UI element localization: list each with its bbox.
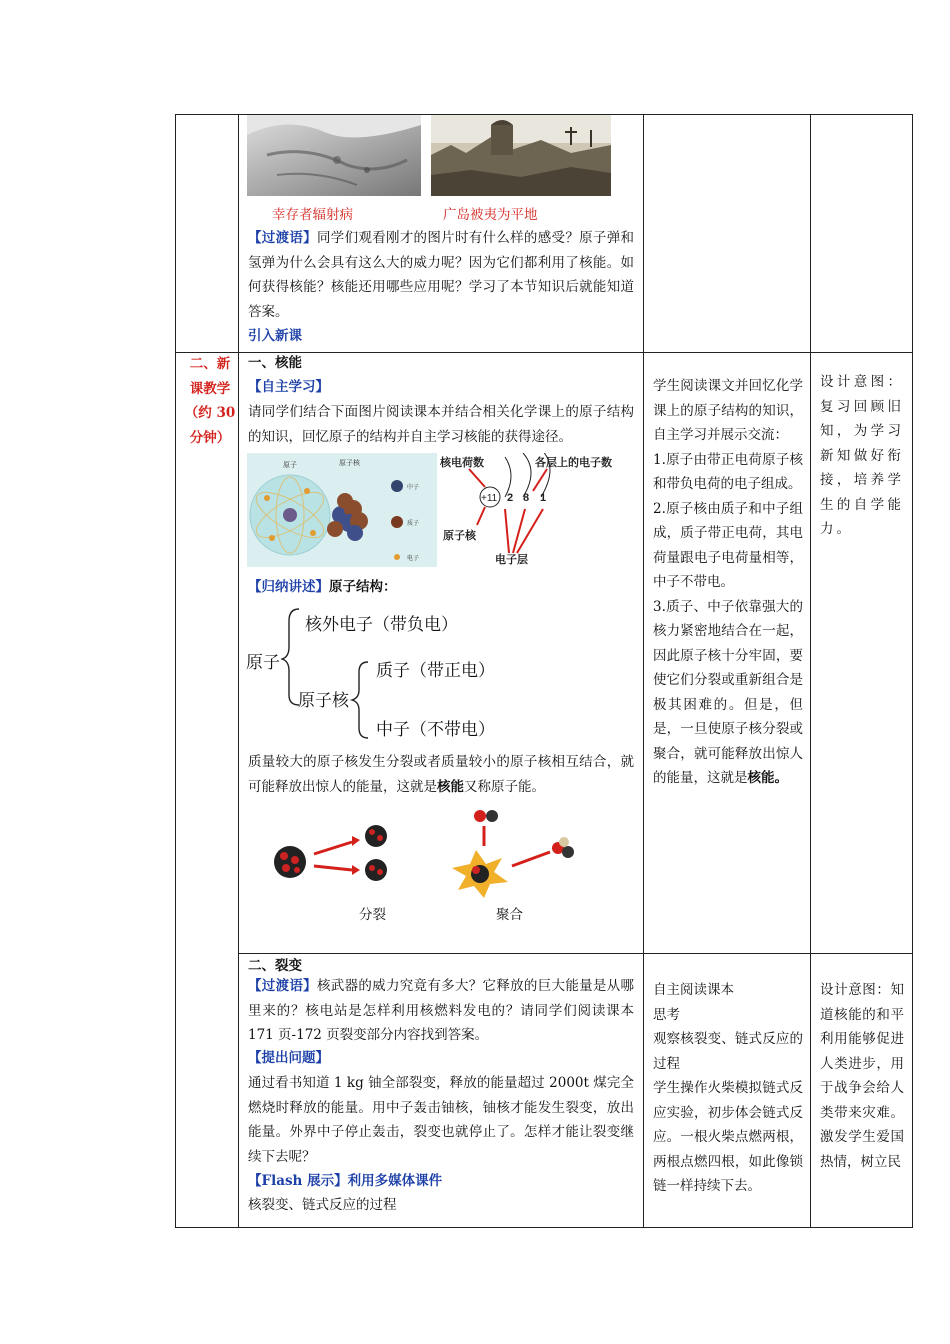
- label-nucleus-2: 原子核: [443, 530, 476, 542]
- brace-right: [350, 660, 370, 740]
- label-electron: 电子: [407, 556, 420, 562]
- flash-tag: 【Flash 展示】: [248, 1173, 348, 1189]
- flash-text: 利用多媒体课件: [347, 1173, 443, 1189]
- section-heading-fission: 二、裂变: [248, 958, 302, 974]
- student-activity-point-1: 1.原子由带正电荷原子核和带负电荷的电子组成。: [653, 451, 803, 492]
- student-activity-point-2: 2.原子核由质子和中子组成，质子带正电荷，其电荷量跟电子电荷量相等，中子不带电。: [653, 500, 803, 590]
- fusion-label: 聚合: [496, 907, 523, 923]
- tree-root-atom: 原子: [246, 653, 280, 672]
- summary-line: [248, 575, 397, 600]
- table-row-divider-2: [238, 953, 913, 954]
- student-activity-nuclear-energy: [653, 374, 803, 791]
- energy-bold: 核能: [437, 778, 464, 795]
- summary-title: 原子结构：: [329, 579, 397, 595]
- table-border-left: [175, 114, 176, 1228]
- tree-outer-electron: 核外电子（带负电）: [305, 615, 458, 634]
- tree-neutron: 中子（不带电）: [376, 720, 495, 739]
- table-col-divider-1: [238, 114, 239, 1228]
- fusion-burst: [452, 850, 508, 898]
- fission-transition-tag: 【过渡语】: [248, 978, 317, 994]
- student-activity-point-3-text: 3.质子、中子依靠强大的核力紧密地结合在一起，因此原子核十分牢固，要使它们分裂或重新组合是极其困难的。但是，但是，一旦使原子核分裂或聚合，就可能释放出惊人的能量，这就是: [653, 598, 803, 786]
- design-intent-fission: 设计意图：知道核能的和平利用能够促进人类进步，用于战争会给人类带来灾难。激发学生爱国热情，树立民: [820, 982, 904, 1170]
- stage-label-line: 课教学: [189, 380, 231, 397]
- table-col-divider-3: [810, 114, 811, 1228]
- shell-electrons-2: 8: [523, 492, 530, 504]
- student-activity-point-3: [653, 595, 803, 791]
- shell-electrons-3: 1: [540, 492, 547, 504]
- intro-new-lesson: 引入新课: [248, 328, 302, 344]
- student-activity-intro: 学生阅读课文并回忆化学课上的原子结构的知识，自主学习并展示交流：: [653, 378, 803, 443]
- fission-fusion-illustration: [262, 806, 592, 898]
- survivor-photo: [247, 115, 421, 196]
- fission-fragment-top: [365, 825, 387, 847]
- self-study-text: 请同学们结合下面图片阅读课本并结合相关化学课上的原子结构的知识，回忆原子的结构并自主学习核能的获得途径。: [248, 404, 634, 445]
- nuclear-energy-definition: [248, 750, 634, 799]
- hiroshima-photo: [431, 115, 611, 196]
- label-neutron: 中子: [407, 485, 420, 491]
- stage-label-line: 二、新: [189, 356, 231, 372]
- transition-paragraph: [248, 226, 634, 324]
- student-line: 自主阅读课本: [653, 982, 734, 998]
- question-text: 通过看书知道 1 kg 铀全部裂变，释放的能量超过 2000t 煤完全燃烧时释放的能量。用中子轰击铀核，铀核才能发生裂变，放出能量。外界中子停止轰击，裂变也就停止了。怎样才能让裂变继续下去呢？: [248, 1075, 634, 1165]
- stage-label-line: 分钟）: [189, 429, 231, 446]
- atom-structure-image: [247, 453, 619, 567]
- flash-line: [248, 1169, 442, 1194]
- student-line: 学生操作火柴模拟链式反应实验，初步体会链式反应。一根火柴点燃两根，两根点燃四根，如此像锁链一样持续下去。: [653, 1080, 803, 1194]
- energy-text-before: 质量较大的原子核发生分裂或者质量较小的原子核相互结合，就可能释放出惊人的能量，这就是: [248, 754, 634, 795]
- label-electron-shell: 电子层: [495, 554, 528, 566]
- hiroshima-caption: 广岛被夷为平地: [443, 207, 538, 223]
- atom-structure-tree: [246, 602, 506, 742]
- stage-label: [184, 352, 236, 450]
- fission-fragment-bottom: [365, 859, 387, 881]
- label-charge-number: 核电荷数: [440, 457, 484, 469]
- energy-text-after: 又称原子能。: [464, 778, 545, 795]
- section-heading-nuclear-energy: 一、核能: [248, 355, 302, 371]
- tree-nucleus: 原子核: [298, 691, 349, 710]
- tree-proton: 质子（带正电）: [376, 661, 495, 680]
- fission-label: 分裂: [359, 907, 386, 923]
- stage-label-line: （约 30: [184, 405, 236, 421]
- transition-text: 同学们观看刚才的图片时有什么样的感受？原子弹和氢弹为什么会具有这么大的威力呢？因为它们都利用了核能。如何获得核能？核能还用哪些应用呢？学习了本节知识后就能知道答案。: [248, 230, 635, 320]
- table-col-divider-2: [643, 114, 644, 1228]
- summary-tag: 【归纳讲述】: [248, 579, 329, 595]
- design-intent-nuclear-energy: 设计意图：复习回顾旧知，为学习新知做好衔接，培养学生的自学能力。: [820, 374, 904, 537]
- label-shell-electrons: 各层上的电子数: [535, 457, 612, 469]
- label-atom: 原子: [283, 462, 297, 469]
- fusion-right-particle: [552, 837, 574, 858]
- student-line: 思考: [653, 1006, 680, 1023]
- label-proton: 质子: [407, 521, 420, 527]
- nucleus-charge-value: +11: [481, 493, 498, 504]
- table-border-right: [912, 114, 913, 1228]
- flash-content: 核裂变、链式反应的过程: [248, 1197, 397, 1213]
- student-activity-fission: [653, 978, 803, 1199]
- fission-transition: [248, 974, 634, 1048]
- table-border-bottom: [175, 1227, 913, 1228]
- fission-transition-text: 核武器的威力究竟有多大？它释放的巨大能量是从哪里来的？核电站是怎样利用核燃料发电的？请同学们阅读课本 171 页-172 页裂变部分内容找到答案。: [248, 978, 635, 1043]
- survivor-caption: 幸存者辐射病: [272, 207, 353, 223]
- question-tag: 【提出问题】: [248, 1050, 329, 1066]
- fusion-top-particle: [474, 810, 498, 822]
- label-nucleus: 原子核: [339, 460, 360, 467]
- fission-nucleus: [274, 846, 306, 878]
- self-study-tag: 【自主学习】: [248, 379, 329, 395]
- student-line: 观察核裂变、链式反应的过程: [653, 1031, 803, 1072]
- student-activity-point-3-bold: 核能。: [747, 770, 788, 786]
- shell-electrons-1: 2: [507, 492, 514, 504]
- transition-tag: 【过渡语】: [248, 230, 317, 246]
